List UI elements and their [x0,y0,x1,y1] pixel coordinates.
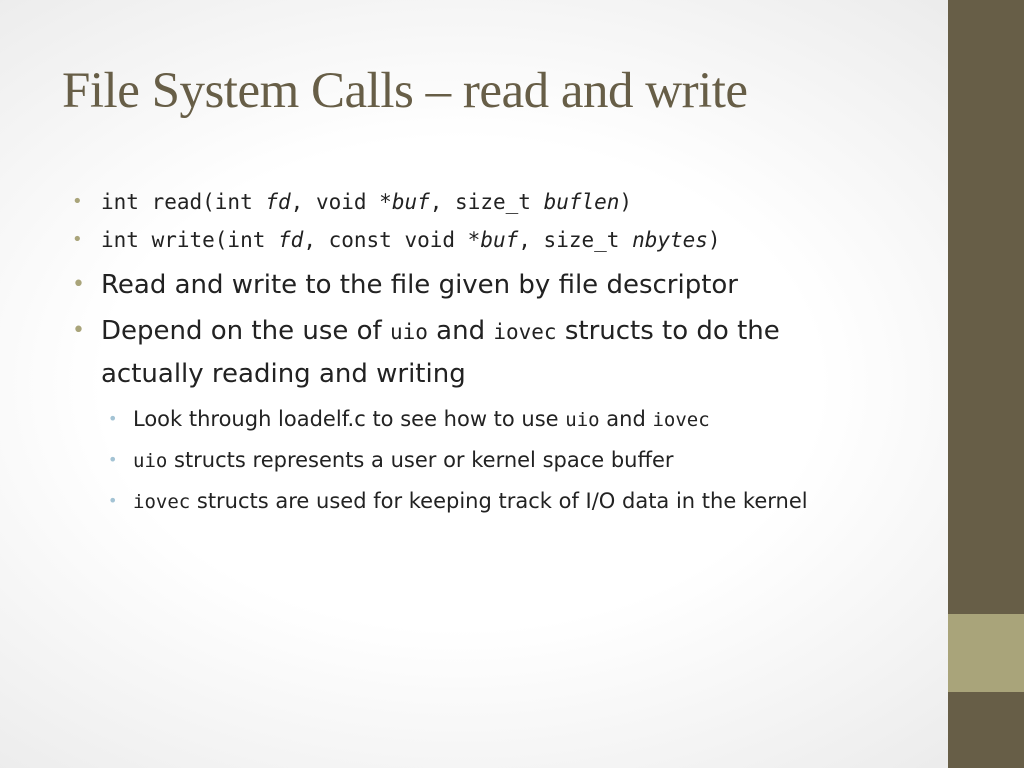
bullet-text: Look through loadelf.c to see how to use [133,407,566,431]
code-param: buf [391,190,430,214]
bullet-depend [72,310,871,395]
sub-bullet-loadelf [72,399,932,440]
sub-bullet-iovec [72,481,932,522]
code-text: , const void * [303,228,481,252]
code-iovec: iovec [652,409,710,431]
code-text: , size_t [429,190,544,214]
code-text: int write(int [101,228,279,252]
code-param: buflen [543,190,620,214]
bullet-text: and [599,407,653,431]
code-text: , size_t [518,228,633,252]
code-param: nbytes [632,228,708,252]
bullet-dot: • [72,191,83,212]
code-param: fd [265,190,291,214]
bullet-write-signature [72,222,932,260]
code-uio: uio [389,320,428,344]
sub-bullet-dot: • [108,491,118,510]
code-param: buf [480,228,519,252]
sub-bullet-uio [72,440,932,481]
bullet-text: structs to do the actually reading and writing [101,316,780,389]
code-text: , void * [290,190,392,214]
sub-bullet-dot: • [108,409,118,428]
sidebar-accent-decoration [948,614,1024,692]
code-iovec: iovec [133,491,191,513]
code-param: fd [278,228,304,252]
bullet-dot: • [72,272,85,297]
code-uio: uio [133,450,168,472]
sub-bullet-dot: • [108,450,118,469]
bullet-dot: • [72,318,85,343]
bullet-read-write-description [72,264,871,306]
bullet-list [72,184,932,522]
slide-title: File System Calls – read and write [62,63,748,119]
code-text: ) [619,190,633,214]
bullet-text: Depend on the use of [101,316,390,346]
bullet-read-signature [72,184,932,222]
bullet-text: Read and write to the file given by file descriptor [101,270,738,300]
code-text: ) [707,228,721,252]
bullet-text: structs represents a user or kernel space buffer [167,448,674,472]
code-text: int read(int [101,190,266,214]
bullet-text: and [427,316,494,346]
bullet-dot: • [72,229,83,250]
code-uio: uio [565,409,600,431]
code-iovec: iovec [493,320,557,344]
bullet-text: structs are used for keeping track of I/O data in the kernel [190,489,808,513]
